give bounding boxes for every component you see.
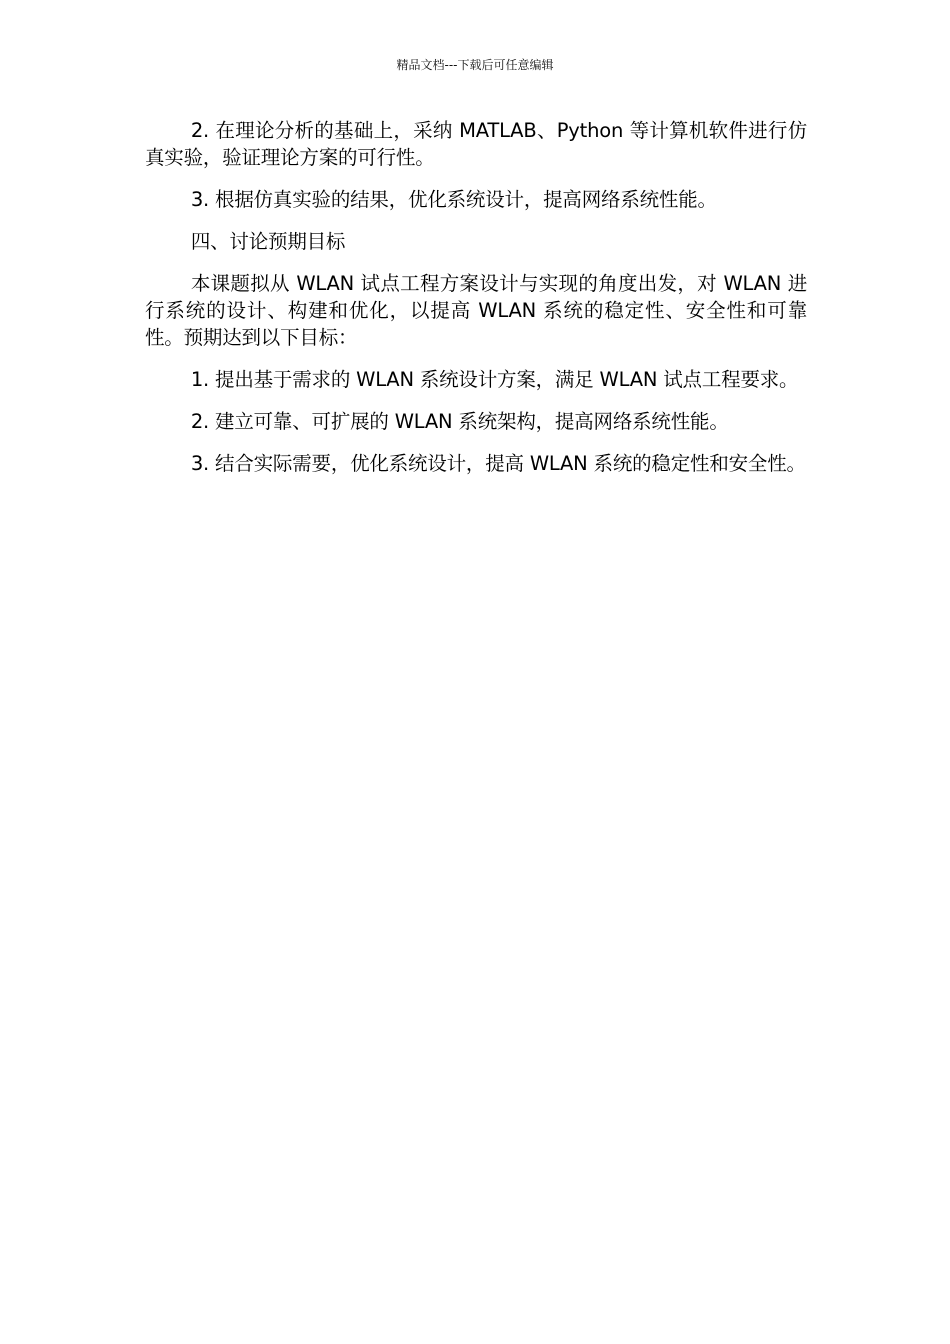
paragraph-goal-1: 1. 提出基于需求的 WLAN 系统设计方案，满足 WLAN 试点工程要求。 [190, 368, 799, 391]
paragraph-goals-intro: 本课题拟从 WLAN 试点工程方案设计与实现的角度出发，对 WLAN 进行系统的设计、构建和优化，以提高 WLAN 系统的稳定性、安全性和可靠性。预期达到以下目标： [145, 272, 807, 349]
paragraph-goal-2: 2. 建立可靠、可扩展的 WLAN 系统架构，提高网络系统性能。 [190, 410, 729, 433]
page-header: 精品文档---下载后可任意编辑 [396, 58, 554, 72]
paragraph-step-3-optimize: 3. 根据仿真实验的结果，优化系统设计，提高网络系统性能。 [190, 188, 717, 211]
document-body [145, 117, 807, 492]
section-heading-expected-goals: 四、讨论预期目标 [190, 230, 346, 253]
paragraph-goal-3: 3. 结合实际需要，优化系统设计，提高 WLAN 系统的稳定性和安全性。 [190, 452, 806, 475]
paragraph-step-2-simulation: 2. 在理论分析的基础上，采纳 MATLAB、Python 等计算机软件进行仿真实验，验证理论方案的可行性。 [145, 119, 807, 169]
